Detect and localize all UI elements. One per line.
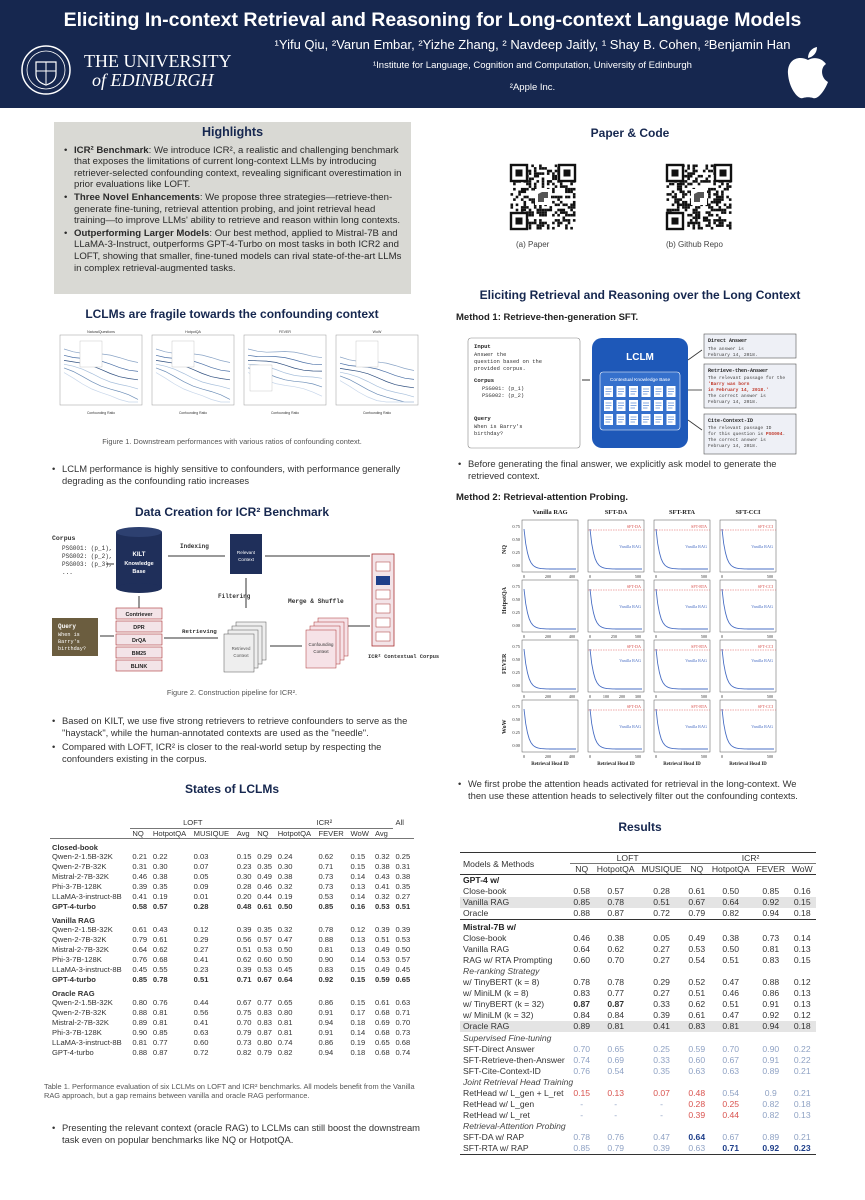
- table-row: Mistral-2-7B-32K 0.46 0.38 0.05 0.30 0.49 0.38 0.73 0.14 0.43 0.38: [52, 872, 411, 881]
- probe-xtick: 200: [544, 574, 552, 579]
- table-row: RAG w/ RTA Prompting 0.60 0.70 0.27 0.54 0.51 0.83 0.15: [463, 954, 811, 965]
- probe-col-title: SFT-DA: [604, 509, 628, 516]
- probe-ytick: 0.75: [512, 524, 520, 529]
- highlight-item: • ICR² Benchmark: We introduce ICR², a realistic and challenging benchmark that exposes the limitations of current long-context LLMs by introducing retriever-selected confounding context, revealing significant overestimation in prior evaluations like LOFT.: [62, 145, 403, 191]
- table-row: RetHead w/ L_gen + L_ret 0.15 0.13 0.07 0.48 0.54 0.9 0.21: [463, 1088, 811, 1099]
- table-row: LLaMA-3-instruct-8B 0.81 0.77 0.60 0.73 0.80 0.74 0.86 0.19 0.65 0.68: [52, 1038, 411, 1047]
- svg-text:The correct answer is: The correct answer is: [708, 438, 766, 443]
- panel-title: HotpotQA: [185, 330, 201, 334]
- svg-text:birthday?: birthday?: [474, 431, 504, 437]
- table-row: Mistral-2-7B-32K 0.64 0.62 0.27 0.51 0.53 0.50 0.81 0.13 0.49 0.50: [52, 945, 411, 954]
- column-header: HotpotQA: [711, 864, 750, 875]
- probe-legend-vanilla: Vanilla RAG: [619, 724, 641, 729]
- table-row: Qwen-2-1.5B-32K 0.21 0.22 0.03 0.15 0.29 0.24 0.62 0.15 0.32 0.25: [52, 852, 411, 861]
- probe-xlabel: Retrieval Head ID: [531, 762, 569, 767]
- table-row: SFT-Direct Answer 0.70 0.65 0.25 0.59 0.70 0.90 0.22: [463, 1043, 811, 1054]
- probe-legend-vanilla: Vanilla RAG: [685, 724, 707, 729]
- table-row: Phi-3-7B-128K 0.90 0.85 0.63 0.79 0.87 0.81 0.91 0.14 0.68 0.73: [52, 1028, 411, 1037]
- probe-legend-sft: SFT-RTA: [690, 524, 707, 529]
- probe-xtick: 500: [766, 574, 774, 579]
- probe-ytick: 0.25: [512, 730, 520, 735]
- table-row: SFT-DA w/ RAP 0.78 0.76 0.47 0.64 0.67 0.89 0.21: [463, 1132, 811, 1143]
- poster-title: Eliciting In-context Retrieval and Reasoning for Long-context Language Models: [63, 9, 802, 31]
- table-row: GPT-4-turbo 0.58 0.57 0.28 0.48 0.61 0.50 0.85 0.16 0.53 0.51: [52, 902, 411, 911]
- probe-ytick: 0.75: [512, 704, 520, 709]
- panel-legend: [172, 341, 194, 367]
- column-header: MUSIQUE: [641, 864, 682, 875]
- svg-text:Direct Answer: Direct Answer: [708, 338, 748, 344]
- svg-text:Query: Query: [474, 415, 491, 422]
- probe-xtick: 0: [720, 574, 724, 579]
- svg-text:Input: Input: [474, 343, 491, 350]
- section-label: Oracle RAG: [52, 988, 95, 998]
- group-label-row: Retrieval-Attention Probing: [463, 1121, 566, 1132]
- probing-figure: [500, 506, 796, 766]
- table-row: Qwen-2-1.5B-32K 0.61 0.43 0.12 0.39 0.35 0.32 0.78 0.12 0.39 0.39: [52, 925, 411, 934]
- probe-xtick: 500: [700, 574, 708, 579]
- svg-text:Context: Context: [313, 649, 329, 654]
- probe-ytick: 0.00: [512, 683, 520, 688]
- bullet-item: • Before generating the final answer, we explicitly ask model to generate the retrieved context.: [456, 458, 812, 481]
- qr-repo-icon: [664, 162, 734, 232]
- probe-panel: [720, 640, 776, 699]
- method1-label: Method 1: Retrieve-then-generation SFT.: [456, 312, 639, 323]
- panel-xlabel: Confounding Ratio: [178, 411, 208, 415]
- probe-panel: [522, 640, 578, 699]
- probe-legend-sft: SFT-CCI: [757, 644, 773, 649]
- probe-ytick: 0.00: [512, 563, 520, 568]
- probe-legend-vanilla: Vanilla RAG: [751, 724, 773, 729]
- table-row: SFT-Retrieve-then-Answer 0.74 0.69 0.33 0.60 0.67 0.91 0.22: [463, 1054, 811, 1065]
- probe-xlabel: Retrieval Head ID: [663, 762, 701, 767]
- authors: ¹Yifu Qiu, ²Varun Embar, ²Yizhe Zhang, ² Navdeep Jaitly, ¹ Shay B. Cohen, ²Benjamin Han: [274, 37, 791, 52]
- table-row: LLaMA-3-instruct-8B 0.41 0.19 0.01 0.20 0.44 0.19 0.53 0.14 0.32 0.27: [52, 892, 411, 901]
- states-table: [50, 818, 414, 1058]
- bullet-item: • Presenting the relevant context (oracle RAG) to LCLMs can still boost the downstream task even on popular benchmarks like NQ or HotpotQA.: [50, 1122, 420, 1145]
- probe-panel: [588, 640, 644, 699]
- probe-row-title: NQ: [502, 545, 508, 554]
- repo-link-caption[interactable]: (b) Github Repo: [666, 240, 723, 249]
- merge-label: Merge & Shuffle: [288, 598, 344, 605]
- fragile-panel: [152, 330, 234, 415]
- svg-text:PSG002: (p_2): PSG002: (p_2): [482, 393, 525, 399]
- retrievers-stack: [116, 608, 162, 671]
- probe-xtick: 0: [720, 754, 724, 759]
- probe-xtick: 0: [522, 754, 526, 759]
- column-header: HotpotQA: [277, 828, 312, 838]
- probe-xtick: 400: [568, 694, 576, 699]
- svg-text:Cite-Context-ID: Cite-Context-ID: [708, 418, 754, 424]
- edinburgh-crest-icon: [20, 44, 72, 96]
- probe-xtick: 200: [544, 754, 552, 759]
- probe-xtick: 500: [634, 754, 642, 759]
- apple-logo-icon: [785, 46, 831, 100]
- panel-legend: [250, 365, 272, 391]
- svg-text:Barry's: Barry's: [58, 639, 80, 645]
- probe-ytick: 0.25: [512, 670, 520, 675]
- svg-text:Context: Context: [238, 557, 254, 562]
- table-row: SFT-RTA w/ RAP 0.85 0.79 0.39 0.63 0.71 0.92 0.23: [463, 1143, 811, 1154]
- probe-legend-vanilla: Vanilla RAG: [751, 658, 773, 663]
- probe-panel: [654, 640, 710, 699]
- table-row: GPT-4-turbo 0.85 0.78 0.51 0.71 0.67 0.64 0.92 0.15 0.59 0.65: [52, 975, 411, 984]
- bullet-item: • Based on KILT, we use five strong retrievers to retrieve confounders to serve as the "haystack", while the human-annotated contexts are used as the "needle".: [50, 715, 420, 738]
- svg-text:DrQA: DrQA: [131, 638, 147, 644]
- table-row: GPT-4-turbo 0.88 0.87 0.72 0.82 0.79 0.82 0.94 0.18 0.68 0.74: [52, 1048, 411, 1057]
- table-row: Vanilla RAG 0.64 0.62 0.27 0.53 0.50 0.81 0.13: [463, 943, 811, 954]
- probe-xtick: 0: [522, 634, 526, 639]
- svg-text:BLINK: BLINK: [130, 664, 148, 670]
- states-title: States of LCLMs: [184, 782, 279, 796]
- group-label-row: Joint Retrieval Head Training: [463, 1076, 574, 1087]
- column-header: NQ: [132, 828, 144, 838]
- icr-corpus-stack: [372, 554, 394, 646]
- poster-header: [0, 0, 865, 108]
- column-header: Avg: [374, 828, 388, 838]
- probe-panel: [720, 700, 776, 767]
- query-box: [52, 618, 98, 656]
- probe-xtick: 0: [654, 754, 658, 759]
- column-header: WoW: [791, 864, 813, 875]
- corpus-line: PSG003: (p_3),: [62, 561, 113, 568]
- probe-legend-sft: SFT-DA: [626, 584, 641, 589]
- probe-xtick: 0: [522, 574, 526, 579]
- creation-figure: [50, 526, 440, 682]
- probe-legend-vanilla: Vanilla RAG: [619, 658, 641, 663]
- table-row: RetHead w/ L_ret - - - 0.39 0.44 0.82 0.13: [463, 1110, 811, 1121]
- probe-legend-vanilla: Vanilla RAG: [619, 604, 641, 609]
- probe-xtick: 0: [588, 754, 592, 759]
- svg-text:Confounding: Confounding: [308, 642, 334, 647]
- probe-panel: [654, 580, 710, 639]
- panel-title: NaturalQuestions: [87, 330, 115, 334]
- table-row: Mistral-2-7B-32K 0.89 0.81 0.41 0.70 0.83 0.81 0.94 0.18 0.69 0.70: [52, 1018, 411, 1027]
- probe-xtick: 500: [634, 574, 642, 579]
- corpus-label: Corpus: [52, 535, 76, 542]
- svg-text:The correct answer is: The correct answer is: [708, 394, 766, 399]
- probe-xtick: 0: [654, 574, 658, 579]
- probe-xtick: 0: [588, 694, 592, 699]
- kilt-label: KILT: [132, 552, 146, 558]
- panel-legend: [356, 341, 378, 367]
- column-header: WoW: [350, 828, 369, 838]
- corpus-line: PSG002: (p_2),: [62, 553, 113, 560]
- svg-text:The answer is: The answer is: [708, 347, 744, 352]
- svg-text:Query: Query: [58, 623, 77, 630]
- column-header: FEVER: [756, 864, 786, 875]
- svg-text:The relevant passage ID: The relevant passage ID: [708, 426, 772, 431]
- states-caption: Table 1. Performance evaluation of six LCLMs on LOFT and ICR² benchmarks. All models benefit from the Vanilla RAG approach, but a gap remains between vanilla and oracle RAG performance.: [44, 1082, 415, 1100]
- svg-text:When is Barry's: When is Barry's: [474, 424, 523, 430]
- svg-text:Context: Context: [233, 653, 249, 658]
- icr-corpus-label: ICR² Contextual Corpus: [368, 654, 440, 660]
- method2-bullets: [456, 778, 812, 804]
- panel-xlabel: Confounding Ratio: [362, 411, 392, 415]
- group-label-row: Mistral-7B w/: [463, 921, 517, 932]
- fragile-panel: [336, 330, 418, 415]
- corpus-line: ...: [62, 569, 73, 576]
- uni-line-1: THE UNIVERSITY: [84, 51, 232, 71]
- affiliation-apple: ²Apple Inc.: [509, 82, 556, 93]
- probe-ytick: 0.50: [512, 717, 520, 722]
- probe-legend-sft: SFT-CCI: [757, 584, 773, 589]
- probe-legend-sft: SFT-DA: [626, 524, 641, 529]
- probe-xtick: 0: [720, 694, 724, 699]
- probe-legend-sft: SFT-RTA: [690, 584, 707, 589]
- group-label-row: Supervised Fine-tuning: [463, 1032, 552, 1043]
- probe-row-title: WoW: [502, 719, 508, 734]
- svg-text:for this question is PSG004.: for this question is PSG004.: [708, 432, 786, 437]
- results-table: Models & Methods LOFT ICR² NQ HotpotQA MUSIQUE NQ HotpotQA FEVER WoW GPT-4 w/ Close-book 0.58 0.57 0.28 0.61 0.50 0.85 0.16 Vanilla RAG 0.85 0.78 0.51 0.67 0.64 0.92 0.15 Oracle 0.88 0.87 0.72 0.79 0.82 0.94 0.18 Mistral-7B w/ Close-book 0.46 0.38 0.05 0.49 0.38 0.73 0.14 Vanilla RAG 0.64 0.62 0.27 0.53 0.50 0.81 0.13 RAG w/ RTA Prompting 0.60 0.70 0.27 0.54 0.51 0.83 0.15 Re-ranking Strategy w/ TinyBERT (k = 8) 0.78 0.78 0.29 0.52 0.47 0.88 0.12 w/ MiniLM (k = 8) 0.83 0.77 0.27 0.51 0.46 0.86 0.13 w/ TinyBERT (k = 32) 0.87 0.87 0.33 0.62 0.51 0.91 0.13 w/ MiniLM (k = 32) 0.84 0.84 0.39 0.61 0.47 0.92 0.12 Oracle RAG 0.89 0.81 0.41 0.83 0.81 0.94 0.18 Supervised Fine-tuning SFT-Direct Answer 0.70 0.65 0.25 0.59 0.70 0.90 0.22 SFT-Retrieve-then-Answer 0.74 0.69 0.33 0.60 0.67 0.91 0.22 SFT-Cite-Context-ID 0.76 0.54 0.35 0.63 0.63 0.89 0.21 Joint Retrieval Head Training RetHead w/ L_gen + L_ret 0.15 0.13 0.07 0.48 0.54 0.9 0.21 RetHead w/ L_gen - - - 0.28 0.25 0.82 0.18 RetHead w/ L_ret - - - 0.39 0.44 0.82 0.13 Retrieval-Attention Probing SFT-DA w/ RAP 0.78 0.76 0.47 0.64 0.67 0.89 0.21 SFT-RTA w/ RAP 0.85 0.79 0.39 0.63 0.71 0.92 0.23: [460, 852, 816, 1155]
- probe-legend-vanilla: Vanilla RAG: [685, 604, 707, 609]
- svg-text:in February 14, 2018.': in February 14, 2018.': [708, 388, 769, 393]
- probe-legend-vanilla: Vanilla RAG: [685, 544, 707, 549]
- probe-xtick: 400: [568, 754, 576, 759]
- probe-ytick: 0.00: [512, 623, 520, 628]
- fragile-caption: Figure 1. Downstream performances with various ratios of confounding context.: [102, 437, 362, 446]
- column-header: HotpotQA: [596, 864, 635, 875]
- probe-panel: [522, 580, 578, 639]
- column-header: NQ: [257, 828, 269, 838]
- probe-panel: [654, 520, 710, 579]
- probe-xtick: 200: [618, 694, 626, 699]
- table-row: Phi-3-7B-128K 0.76 0.68 0.41 0.62 0.60 0.50 0.90 0.14 0.53 0.57: [52, 955, 411, 964]
- group-label-row: GPT-4 w/: [463, 875, 500, 886]
- table-row: Qwen-2-7B-32K 0.31 0.30 0.07 0.23 0.35 0.30 0.71 0.15 0.38 0.31: [52, 862, 411, 871]
- svg-text:Contextual Knowledge Base: Contextual Knowledge Base: [609, 378, 671, 383]
- kilt-cylinder: [116, 527, 162, 593]
- probe-legend-sft: SFT-RTA: [690, 704, 707, 709]
- probe-col-title: Vanilla RAG: [532, 509, 568, 516]
- probe-panel: [654, 700, 710, 767]
- university-name: [84, 52, 231, 90]
- probe-legend-sft: SFT-DA: [626, 704, 641, 709]
- probe-xtick: 400: [568, 634, 576, 639]
- highlight-item: • Outperforming Larger Models: Our best method, applied to Mistral-7B and LLaMA-3-Instruct, outperforms GPT-4-Turbo on most tasks in both ICR2 and LOFT, showing that smaller, fine-tuned models can rival state-of-the-art LLMs in complex retrieval-augmented tasks.: [62, 228, 403, 274]
- paper-code-title: Paper & Code: [590, 126, 670, 140]
- probe-ytick: 0.25: [512, 610, 520, 615]
- uni-line-2: of EDINBURGH: [92, 70, 214, 90]
- states-group-row: LOFT ICR² All: [50, 818, 414, 828]
- confounding-docs: [306, 618, 348, 668]
- svg-text:BM25: BM25: [131, 651, 147, 657]
- probe-col-title: SFT-RTA: [668, 509, 696, 516]
- corpus-line: PSG001: (p_1),: [62, 545, 113, 552]
- column-header: FEVER: [318, 828, 344, 838]
- probe-panel: [522, 700, 578, 767]
- probe-xtick: 500: [700, 634, 708, 639]
- probe-xtick: 500: [700, 754, 708, 759]
- probe-xtick: 200: [544, 634, 552, 639]
- creation-caption: Figure 2. Construction pipeline for ICR².: [166, 688, 298, 697]
- fragile-bullets: [50, 463, 420, 489]
- table-row: Close-book 0.58 0.57 0.28 0.61 0.50 0.85 0.16: [463, 886, 811, 897]
- table-row: w/ MiniLM (k = 32) 0.84 0.84 0.39 0.61 0.47 0.92 0.12: [463, 1010, 811, 1021]
- table-row: Qwen-2-7B-32K 0.79 0.61 0.29 0.56 0.57 0.47 0.88 0.13 0.51 0.53: [52, 935, 411, 944]
- table-row: Oracle 0.88 0.87 0.72 0.79 0.82 0.94 0.18: [463, 908, 811, 919]
- probe-panel: [588, 700, 644, 767]
- creation-bullets: [50, 715, 420, 767]
- svg-text:birthday?: birthday?: [58, 646, 87, 652]
- probe-ytick: 0.00: [512, 743, 520, 748]
- method2-label: Method 2: Retrieval-attention Probing.: [456, 492, 629, 503]
- column-header: NQ: [690, 864, 704, 875]
- table-row: RetHead w/ L_gen - - - 0.28 0.25 0.82 0.18: [463, 1099, 811, 1110]
- table-row: w/ TinyBERT (k = 8) 0.78 0.78 0.29 0.52 0.47 0.88 0.12: [463, 977, 811, 988]
- probe-ytick: 0.50: [512, 657, 520, 662]
- section-label: Closed-book: [52, 842, 98, 852]
- probe-xtick: 0: [522, 694, 526, 699]
- probe-xtick: 0: [720, 634, 724, 639]
- probe-xtick: 0: [654, 634, 658, 639]
- probe-col-title: SFT-CCI: [735, 509, 761, 516]
- table-row: Phi-3-7B-128K 0.39 0.35 0.09 0.28 0.46 0.32 0.73 0.13 0.41 0.35: [52, 882, 411, 891]
- probe-legend-sft: SFT-CCI: [757, 704, 773, 709]
- svg-text:PSG001: (p_1): PSG001: (p_1): [482, 386, 525, 392]
- indexing-label: Indexing: [180, 543, 209, 550]
- bullet-item: • LCLM performance is highly sensitive to confounders, with performance generally degrading as the confounding ratio increases: [50, 463, 420, 486]
- method1-bullets: [456, 458, 812, 484]
- fragile-figure: [56, 325, 416, 423]
- probe-xtick: 400: [568, 574, 576, 579]
- panel-title: WoW: [372, 330, 382, 334]
- table-row: w/ TinyBERT (k = 32) 0.87 0.87 0.33 0.62 0.51 0.91 0.13: [463, 999, 811, 1010]
- probe-panel: [588, 580, 644, 639]
- fragile-title: LCLMs are fragile towards the confounding context: [85, 307, 379, 321]
- retrieved-docs: [224, 622, 266, 672]
- bullet-item: • We first probe the attention heads activated for retrieval in the long-context. We then use these attention heads to selectively filter out the confounding contexts.: [456, 778, 812, 801]
- probe-xtick: 500: [634, 634, 642, 639]
- svg-text:February 14, 2018.: February 14, 2018.: [708, 353, 758, 358]
- fragile-panel: [60, 330, 142, 415]
- probe-legend-sft: SFT-CCI: [757, 524, 773, 529]
- svg-text:question based on the: question based on the: [474, 359, 542, 365]
- eliciting-title: Eliciting Retrieval and Reasoning over the Long Context: [479, 288, 801, 302]
- svg-text:When is: When is: [58, 632, 80, 638]
- retrieving-label: Retrieving: [182, 628, 217, 635]
- svg-text:Retrieve-then-Answer: Retrieve-then-Answer: [708, 368, 769, 374]
- table-row: Close-book 0.46 0.38 0.05 0.49 0.38 0.73 0.14: [463, 932, 811, 943]
- probe-row-title: FEVER: [502, 653, 508, 674]
- probe-ytick: 0.25: [512, 550, 520, 555]
- svg-text:Contriever: Contriever: [125, 612, 153, 618]
- table-row: w/ MiniLM (k = 8) 0.83 0.77 0.27 0.51 0.46 0.86 0.13: [463, 988, 811, 999]
- svg-text:Relevant: Relevant: [236, 550, 256, 555]
- probe-xtick: 0: [588, 634, 592, 639]
- probe-xlabel: Retrieval Head ID: [729, 762, 767, 767]
- method1-figure: [456, 330, 808, 456]
- group-label-row: Re-ranking Strategy: [463, 965, 540, 976]
- bullet-item: • Compared with LOFT, ICR² is closer to the real-world setup by respecting the confounders existing in the corpus.: [50, 741, 420, 764]
- probe-xtick: 500: [766, 694, 774, 699]
- fragile-panel: [244, 330, 326, 415]
- affiliation-edinburgh: ¹Institute for Language, Cognition and Computation, University of Edinburgh: [373, 60, 692, 71]
- probe-ytick: 0.50: [512, 597, 520, 602]
- column-header: HotpotQA: [152, 828, 187, 838]
- table-row: Qwen-2-1.5B-32K 0.80 0.76 0.44 0.67 0.77 0.65 0.86 0.15 0.61 0.63: [52, 998, 411, 1007]
- table-row: LLaMA-3-instruct-8B 0.45 0.55 0.23 0.39 0.53 0.45 0.83 0.15 0.49 0.45: [52, 965, 411, 974]
- probe-xtick: 200: [544, 694, 552, 699]
- svg-text:February 14, 2018.: February 14, 2018.: [708, 444, 758, 449]
- svg-text:The relevant passage for the: The relevant passage for the: [708, 376, 786, 381]
- probe-legend-sft: SFT-DA: [626, 644, 641, 649]
- probe-legend-vanilla: Vanilla RAG: [619, 544, 641, 549]
- probe-panel: [588, 520, 644, 579]
- probe-xtick: 500: [700, 694, 708, 699]
- panel-xlabel: Confounding Ratio: [86, 411, 116, 415]
- highlight-item: • Three Novel Enhancements: We propose three strategies—retrieve-then-generate fine-tuning, retrieval attention probing, and joint retrieval head training—to improve LLMs' ability to retrieve and reason within long contexts.: [62, 192, 403, 227]
- svg-text:February 14, 2018.: February 14, 2018.: [708, 400, 758, 405]
- table-row: Vanilla RAG 0.85 0.78 0.51 0.67 0.64 0.92 0.15: [460, 897, 816, 908]
- creation-title: Data Creation for ICR² Benchmark: [134, 505, 330, 519]
- probe-xtick: 300: [634, 694, 642, 699]
- states-bullets: [50, 1122, 420, 1148]
- svg-text:'Barry was born: 'Barry was born: [708, 382, 750, 387]
- panel-legend: [80, 341, 102, 367]
- svg-text:Corpus: Corpus: [474, 377, 495, 384]
- probe-legend-vanilla: Vanilla RAG: [751, 544, 773, 549]
- probe-xlabel: Retrieval Head ID: [597, 762, 635, 767]
- probe-xtick: 0: [588, 574, 592, 579]
- svg-text:LCLM: LCLM: [626, 352, 654, 363]
- paper-link-caption[interactable]: (a) Paper: [516, 240, 550, 249]
- probe-ytick: 0.75: [512, 644, 520, 649]
- column-header: MUSIQUE: [193, 828, 230, 838]
- table-row: SFT-Cite-Context-ID 0.76 0.54 0.35 0.63 0.63 0.89 0.21: [463, 1065, 811, 1076]
- probe-legend-sft: SFT-RTA: [690, 644, 707, 649]
- table-row: Oracle RAG 0.89 0.81 0.41 0.83 0.81 0.94 0.18: [460, 1021, 816, 1032]
- probe-xtick: 0: [654, 694, 658, 699]
- section-label: Vanilla RAG: [52, 915, 96, 925]
- probe-panel: [720, 580, 776, 639]
- table-row: Qwen-2-7B-32K 0.88 0.81 0.56 0.75 0.83 0.80 0.91 0.17 0.68 0.71: [52, 1008, 411, 1017]
- column-header: Avg: [236, 828, 250, 838]
- probe-legend-vanilla: Vanilla RAG: [751, 604, 773, 609]
- probe-row-title: HotpotQA: [502, 587, 508, 614]
- column-header: NQ: [575, 864, 589, 875]
- panel-title: FEVER: [279, 330, 291, 334]
- svg-text:Knowledge: Knowledge: [124, 561, 154, 567]
- probe-panel: [720, 520, 776, 579]
- highlights-title: Highlights: [201, 125, 264, 139]
- probe-ytick: 0.75: [512, 584, 520, 589]
- svg-text:Answer the: Answer the: [474, 352, 507, 358]
- svg-text:Base: Base: [132, 569, 146, 575]
- svg-text:Retrieved: Retrieved: [231, 646, 251, 651]
- filtering-label: Filtering: [218, 593, 251, 600]
- probe-panel: [522, 520, 578, 579]
- highlights-box: [54, 122, 411, 294]
- probe-xtick: 250: [610, 634, 618, 639]
- qr-paper-icon: [508, 162, 578, 232]
- probe-xtick: 500: [766, 634, 774, 639]
- probe-xtick: 100: [602, 694, 610, 699]
- svg-text:DPR: DPR: [133, 625, 145, 631]
- panel-xlabel: Confounding Ratio: [270, 411, 300, 415]
- probe-ytick: 0.50: [512, 537, 520, 542]
- probe-xtick: 500: [766, 754, 774, 759]
- probe-legend-vanilla: Vanilla RAG: [685, 658, 707, 663]
- results-title: Results: [618, 820, 662, 834]
- svg-text:provided corpus.: provided corpus.: [474, 366, 526, 372]
